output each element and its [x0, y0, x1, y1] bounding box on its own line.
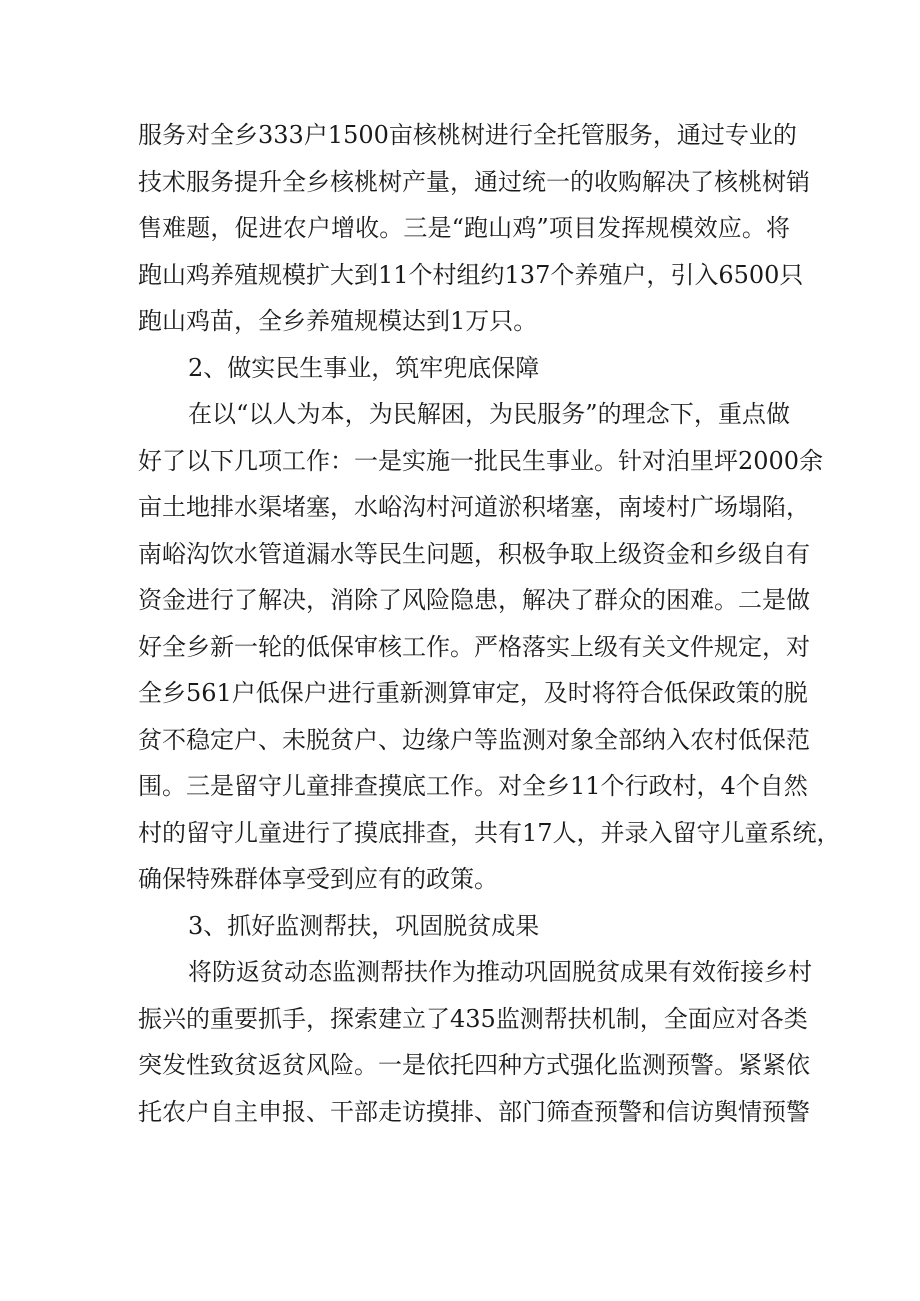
text-line: 技术服务提升全乡核桃树产量，通过统一的收购解决了核桃树销	[138, 167, 810, 196]
text-line: 服务对全乡333户1500亩核桃树进行全托管服务，通过专业的	[138, 121, 797, 149]
document-body	[138, 112, 841, 1135]
text-line: 资金进行了解决，消除了风险隐患，解决了群众的困难。二是做	[138, 586, 810, 614]
text-line: 好了以下几项工作：一是实施一批民生事业。针对泊里坪2000余	[138, 446, 824, 475]
text-line: 振兴的重要抓手，探索建立了435监测帮扶机制，全面应对各类	[138, 1004, 808, 1033]
text-line: 在以“以人为本，为民解困，为民服务”的理念下，重点做	[188, 400, 790, 428]
text-line: 贫不稳定户、未脱贫户、边缘户等监测对象全部纳入农村低保范	[138, 725, 810, 754]
text-line: 托农户自主申报、干部走访摸排、部门筛查预警和信访舆情预警	[138, 1097, 810, 1126]
text-line: 南峪沟饮水管道漏水等民生问题，积极争取上级资金和乡级自有	[138, 539, 810, 568]
text-line: 跑山鸡苗，全乡养殖规模达到1万只。	[138, 307, 538, 335]
text-line: 确保特殊群体享受到应有的政策。	[138, 865, 498, 893]
text-line: 好全乡新一轮的低保审核工作。严格落实上级有关文件规定，对	[138, 632, 810, 661]
text-line: 突发性致贫返贫风险。一是依托四种方式强化监测预警。紧紧依	[138, 1051, 810, 1079]
text-line: 全乡561户低保户进行重新测算审定，及时将符合低保政策的脱	[138, 679, 808, 707]
section-heading: 2、做实民生事业，筑牢兜底保障	[188, 353, 540, 382]
text-line: 亩土地排水渠堵塞，水峪沟村河道淤积堵塞，南堎村广场塌陷，	[138, 493, 810, 521]
text-line: 跑山鸡养殖规模扩大到11个村组约137个养殖户，引入6500只	[138, 260, 804, 289]
text-line: 售难题，促进农户增收。三是“跑山鸡”项目发挥规模效应。将	[138, 214, 790, 242]
text-line: 围。三是留守儿童排查摸底工作。对全乡11个行政村，4个自然	[138, 772, 808, 800]
text-line: 将防返贫动态监测帮扶作为推动巩固脱贫成果有效衔接乡村	[188, 958, 812, 986]
text-line: 村的留守儿童进行了摸底排查，共有17人，并录入留守儿童系统，	[138, 818, 841, 847]
section-heading: 3、抓好监测帮扶，巩固脱贫成果	[188, 911, 540, 940]
